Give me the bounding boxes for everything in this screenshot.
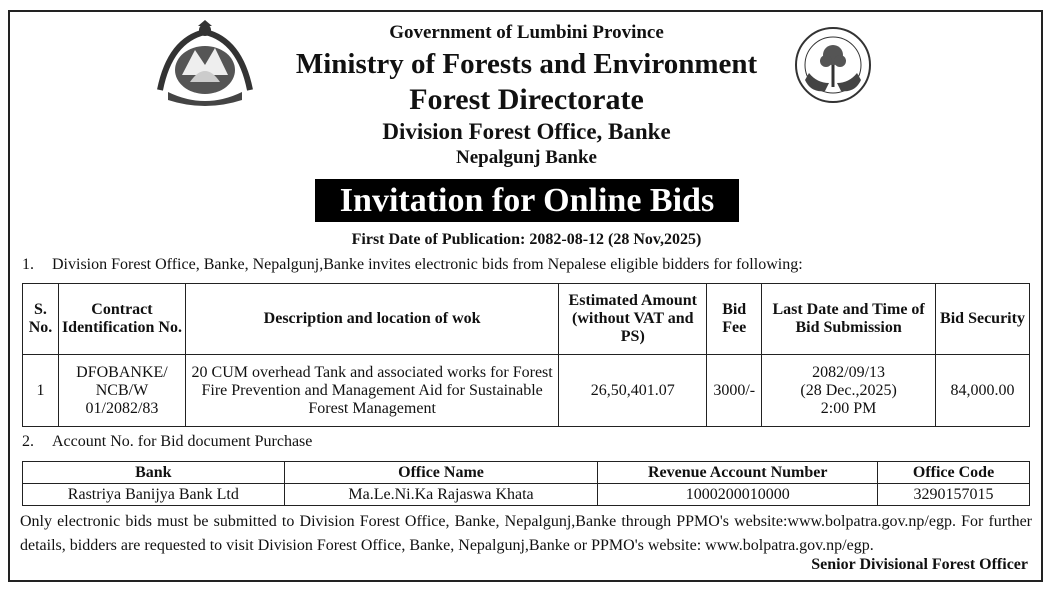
bank-name: Rastriya Banijya Bank Ltd — [23, 484, 285, 506]
paragraph-number: 2. — [22, 433, 34, 450]
work-description: 20 CUM overhead Tank and associated works for Forest Fire Prevention and Management Aid for Sustainable Forest Management — [185, 355, 558, 427]
estimated-amount: 26,50,401.07 — [559, 355, 707, 427]
column-header: Office Code — [878, 462, 1030, 484]
notice-title: Invitation for Online Bids — [315, 179, 739, 222]
column-header: Bid Security — [936, 284, 1030, 355]
paragraph-text: Division Forest Office, Banke, Nepalgunj,Banke invites electronic bids from Nepalese eligible bidders for following: — [52, 256, 803, 273]
bid-table — [22, 283, 1030, 427]
table-row — [23, 355, 1030, 427]
column-header: Bank — [23, 462, 285, 484]
ministry-name: Ministry of Forests and Environment — [295, 48, 758, 80]
column-header: Contract Identification No. — [58, 284, 185, 355]
column-header: Revenue Account Number — [598, 462, 878, 484]
office-name: Ma.Le.Ni.Ka Rajaswa Khata — [284, 484, 598, 506]
column-header: S. No. — [23, 284, 59, 355]
office-code: 3290157015 — [878, 484, 1030, 506]
submission-deadline — [762, 355, 936, 427]
column-header: Bid Fee — [707, 284, 762, 355]
publication-date: First Date of Publication: 2082-08-12 (28 Nov,2025) — [351, 231, 702, 248]
deadline-date: 2082/09/13 — [812, 363, 886, 381]
signatory-title: Senior Divisional Forest Officer — [811, 556, 1028, 573]
column-header: Last Date and Time of Bid Submission — [762, 284, 936, 355]
table-header-row — [23, 284, 1030, 355]
paragraph-2 — [22, 433, 312, 451]
deadline-time: 2:00 PM — [820, 399, 877, 417]
bid-security: 84,000.00 — [936, 355, 1030, 427]
footer-note: Only electronic bids must be submitted to Division Forest Office, Banke, Nepalgunj,Banke through PPMO's website:www.bolpatra.gov.np/egp. For further details, bidders are requested to visit Division Forest Office, Banke, Nepalgunj,Banke or PPMO's website: www.bolpatra.gov.np/egp. — [20, 513, 1032, 554]
paragraph-1 — [22, 256, 803, 274]
revenue-account-number: 1000200010000 — [598, 484, 878, 506]
serial-number: 1 — [23, 355, 59, 427]
column-header: Description and location of wok — [185, 284, 558, 355]
bid-fee: 3000/- — [707, 355, 762, 427]
division-name: Division Forest Office, Banke — [382, 119, 671, 144]
table-header-row — [23, 462, 1030, 484]
government-name: Government of Lumbini Province — [389, 22, 664, 43]
paragraph-number: 1. — [22, 256, 34, 273]
account-table — [22, 461, 1030, 506]
table-row — [23, 484, 1030, 506]
directorate-name: Forest Directorate — [409, 83, 644, 116]
column-header: Estimated Amount (without VAT and PS) — [559, 284, 707, 355]
contract-id: DFOBANKE/ NCB/W 01/2082/83 — [58, 355, 185, 427]
column-header: Office Name — [284, 462, 598, 484]
deadline-date-ad: (28 Dec.,2025) — [800, 381, 897, 399]
paragraph-text: Account No. for Bid document Purchase — [52, 433, 313, 450]
office-location: Nepalgunj Banke — [456, 147, 597, 168]
